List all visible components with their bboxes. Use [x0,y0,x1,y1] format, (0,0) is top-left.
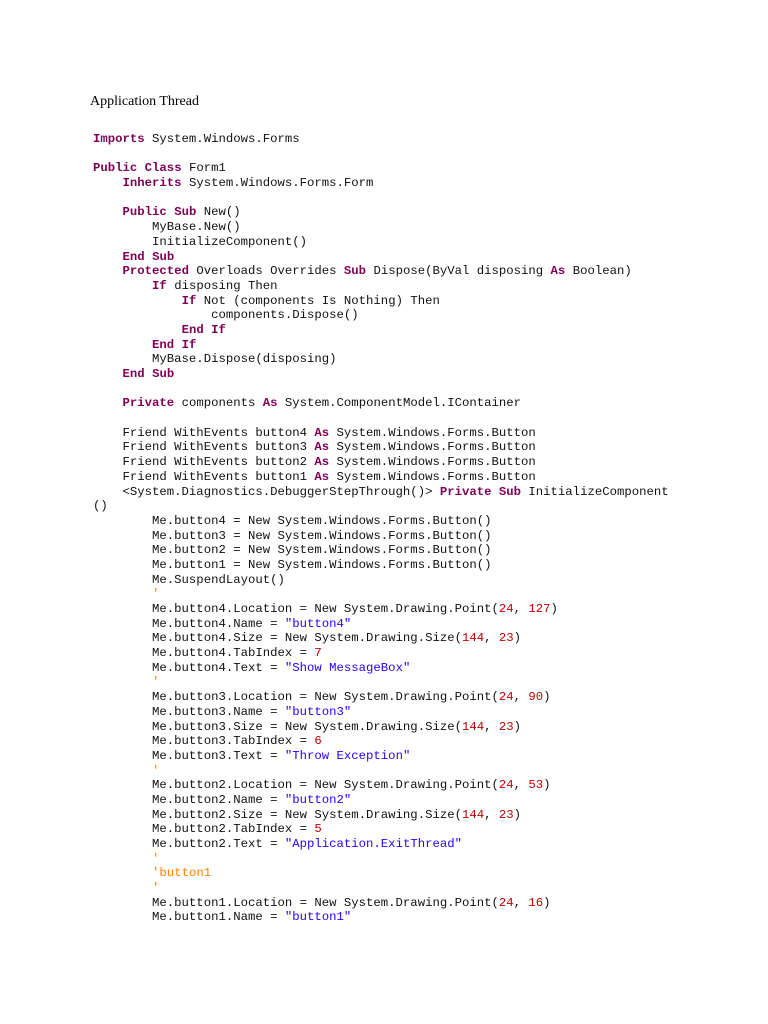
code-line: ' [152,881,160,896]
code-line: ' [152,851,160,866]
code-line: Me.button2 = New System.Windows.Forms.Button() [93,543,492,558]
code-line: Public Sub New() [122,205,241,220]
code-line [93,191,753,206]
code-line: Me.button3 = New System.Windows.Forms.Button() [93,528,492,543]
code-line: Imports System.Windows.Forms [93,132,300,146]
code-line: Me.button4.Name = "button4" [93,616,352,631]
code-line: Me.button1.Name = "button1" [93,910,352,925]
code-line: Me.button4.TabIndex = 7 [93,646,322,661]
code-line: Me.button3.Location = New System.Drawing.Point(24, 90) [93,690,551,705]
code-line: <System.Diagnostics.DebuggerStepThrough()> Private Sub InitializeComponent [93,484,669,499]
code-line: Me.button3.Size = New System.Drawing.Size(144, 23) [93,719,522,734]
code-line: MyBase.Dispose(disposing) [93,352,337,367]
code-line: If disposing Then [152,278,278,293]
code-line: Friend WithEvents button3 As System.Windows.Forms.Button [93,440,536,455]
code-line: Friend WithEvents button4 As System.Windows.Forms.Button [93,425,536,440]
code-line: Me.button4 = New System.Windows.Forms.Button() [93,513,492,528]
code-line: Me.button3.Name = "button3" [93,704,352,719]
code-line: Me.button2.TabIndex = 5 [93,822,322,837]
code-line: ' [152,763,160,778]
code-line: Me.button4.Location = New System.Drawing.Point(24, 127) [93,602,558,616]
code-line [93,147,753,162]
code-line: End If [152,337,197,352]
code-line: Me.button2.Size = New System.Drawing.Size(144, 23) [93,807,522,822]
code-line: Me.button3.Text = "Throw Exception" [93,748,411,763]
code-line: Me.button2.Name = "button2" [93,792,352,807]
code-line: Me.button4.Size = New System.Drawing.Size(144, 23) [93,631,522,646]
code-line: () [93,499,108,514]
code-line [93,411,753,426]
code-line: End Sub [122,249,175,264]
code-line: If Not (components Is Nothing) Then [181,293,440,308]
code-line: Me.button2.Text = "Application.ExitThread" [93,837,462,851]
code-line: Friend WithEvents button1 As System.Windows.Forms.Button [93,469,536,484]
code-line: InitializeComponent() [93,234,308,249]
code-line: Me.button1 = New System.Windows.Forms.Button() [93,557,492,572]
document-title: Application Thread [90,94,199,109]
code-line: Protected Overloads Overrides Sub Dispose(ByVal disposing As Boolean) [122,264,632,279]
code-line: ' [152,587,160,602]
code-line: Me.button4.Text = "Show MessageBox" [93,660,411,675]
code-line: ' [152,675,160,690]
code-line: Me.SuspendLayout() [93,572,285,587]
code-line: Private components As System.ComponentModel.IContainer [122,396,522,411]
code-line: components.Dispose() [93,308,359,323]
code-line: Me.button2.Location = New System.Drawing.Point(24, 53) [93,778,551,793]
code-line: End If [181,322,226,337]
code-line [93,382,753,397]
code-line: End Sub [122,367,175,381]
code-line: Me.button1.Location = New System.Drawing.Point(24, 16) [93,895,551,910]
code-line: MyBase.New() [93,220,241,235]
code-line: Me.button3.TabIndex = 6 [93,734,322,749]
code-line: Public Class Form1 [93,161,226,176]
code-line: 'button1 [152,866,212,881]
code-listing [93,132,753,925]
code-line: Inherits System.Windows.Forms.Form [122,176,374,191]
code-line: Friend WithEvents button2 As System.Windows.Forms.Button [93,455,536,470]
